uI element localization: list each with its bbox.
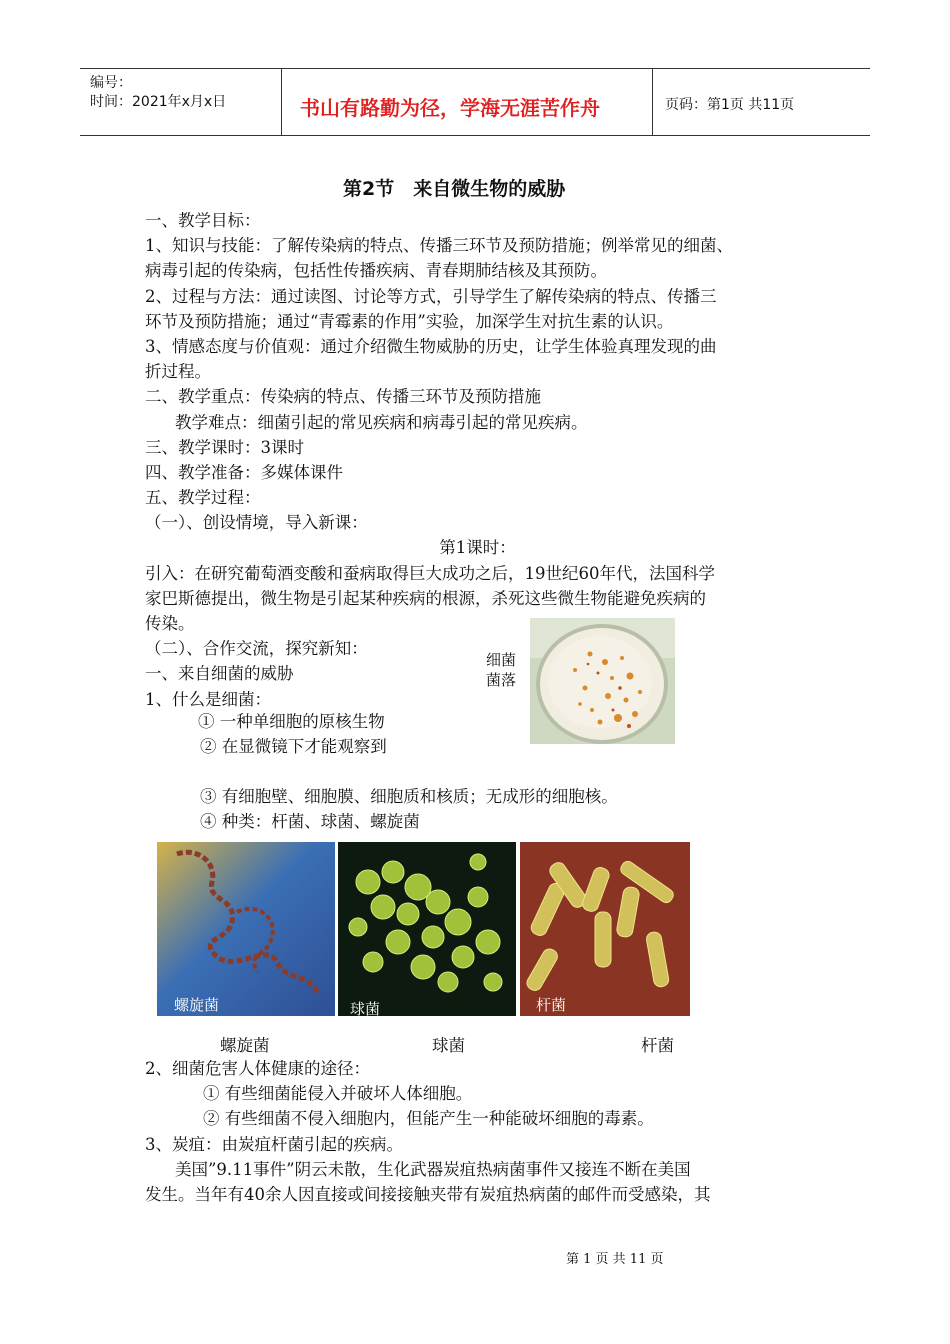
text-line: 发生。当年有40余人因直接或间接接触夹带有炭疽热病菌的邮件而受感染，其 xyxy=(145,1184,711,1204)
page-footer: 第 1 页 共 11 页 xyxy=(566,1252,664,1267)
header-motto: 书山有路勤为径，学海无涯苦作舟 xyxy=(300,96,600,120)
bacteria-point-2: ② 在显微镜下才能观察到 xyxy=(200,737,387,756)
petri-dish-image xyxy=(530,618,675,744)
caption-coccus: 球菌 xyxy=(432,1036,465,1055)
text-line: ② 有些细菌不侵入细胞内，但能产生一种能破坏细胞的毒素。 xyxy=(203,1109,654,1129)
header-divider-right xyxy=(652,68,653,136)
text-line: 折过程。 xyxy=(145,362,211,382)
header-top-rule xyxy=(80,68,870,69)
text-line: 三、教学课时：3课时 xyxy=(145,437,304,457)
coccus-photo xyxy=(338,842,516,1016)
text-line: 3、情感态度与价值观：通过介绍微生物威胁的历史，让学生体验真理发现的曲 xyxy=(145,336,717,356)
bacteria-point-3: ③ 有细胞壁、细胞膜、细胞质和核质；无成形的细胞核。 xyxy=(200,787,618,806)
text-line: （一）、创设情境，导入新课： xyxy=(145,513,368,533)
text-line: 四、教学准备：多媒体课件 xyxy=(145,462,343,482)
body-section-bottom xyxy=(145,1056,810,1207)
text-line: 3、炭疽：由炭疽杆菌引起的疾病。 xyxy=(145,1134,403,1154)
text-line: 一、教学目标： xyxy=(145,211,261,230)
text-line: 家巴斯德提出，微生物是引起某种疾病的根源，杀死这些微生物能避免疾病的 xyxy=(145,588,706,608)
text-line: 二、教学重点：传染病的特点、传播三环节及预防措施 xyxy=(145,387,541,407)
bacillus-photo xyxy=(520,842,690,1016)
text-line: 引入：在研究葡萄酒变酸和蚕病取得巨大成功之后，19世纪60年代，法国科学 xyxy=(145,563,715,583)
page-title: 第2节 来自微生物的威胁 xyxy=(343,178,566,200)
text-line: 2、过程与方法：通过读图、讨论等方式，引导学生了解传染病的特点、传播三 xyxy=(145,286,717,306)
body-section-top xyxy=(145,208,810,712)
text-line: 1、知识与技能：了解传染病的特点、传播三环节及预防措施；例举常见的细菌、 xyxy=(145,236,733,256)
header-divider-left xyxy=(281,68,282,136)
text-line: 一、来自细菌的威胁 xyxy=(145,664,294,684)
text-line: 1、什么是细菌： xyxy=(145,689,271,709)
text-line: 2、细菌危害人体健康的途径： xyxy=(145,1059,370,1078)
header-id-label: 编号： xyxy=(90,75,132,91)
text-line: （二）、合作交流，探究新知： xyxy=(145,639,368,659)
spirillum-photo xyxy=(157,842,335,1016)
bacteria-point-1: ① 一种单细胞的原核生物 xyxy=(198,712,385,731)
colony-label xyxy=(486,650,516,690)
bacillus-photo-label: 杆菌 xyxy=(536,996,567,1014)
colony-label-line1: 细菌 xyxy=(486,651,517,669)
header-bottom-rule xyxy=(80,135,870,136)
spirillum-photo-label: 螺旋菌 xyxy=(174,996,220,1014)
text-line: 教学难点：细菌引起的常见疾病和病毒引起的常见疾病。 xyxy=(175,412,588,432)
coccus-photo-label: 球菌 xyxy=(350,1000,381,1016)
caption-bacillus: 杆菌 xyxy=(641,1036,674,1055)
header-date: 时间：2021年x月x日 xyxy=(90,94,227,110)
text-line: 传染。 xyxy=(145,614,195,633)
header-page-info: 页码：第1页 共11页 xyxy=(665,97,795,113)
text-line: 五、教学过程： xyxy=(145,488,261,508)
text-line: 环节及预防措施；通过“青霉素的作用”实验，加深学生对抗生素的认识。 xyxy=(145,311,674,331)
text-line: 第1课时： xyxy=(439,538,516,558)
bacteria-point-4: ④ 种类：杆菌、球菌、螺旋菌 xyxy=(200,812,420,831)
caption-spirillum: 螺旋菌 xyxy=(220,1036,270,1055)
colony-label-line2: 菌落 xyxy=(486,671,517,689)
text-line: ① 有些细菌能侵入并破坏人体细胞。 xyxy=(203,1084,473,1104)
text-line: 美国”9.11事件”阴云未散，生化武器炭疽热病菌事件又接连不断在美国 xyxy=(175,1159,691,1179)
text-line: 病毒引起的传染病，包括性传播疾病、青春期肺结核及其预防。 xyxy=(145,261,607,281)
